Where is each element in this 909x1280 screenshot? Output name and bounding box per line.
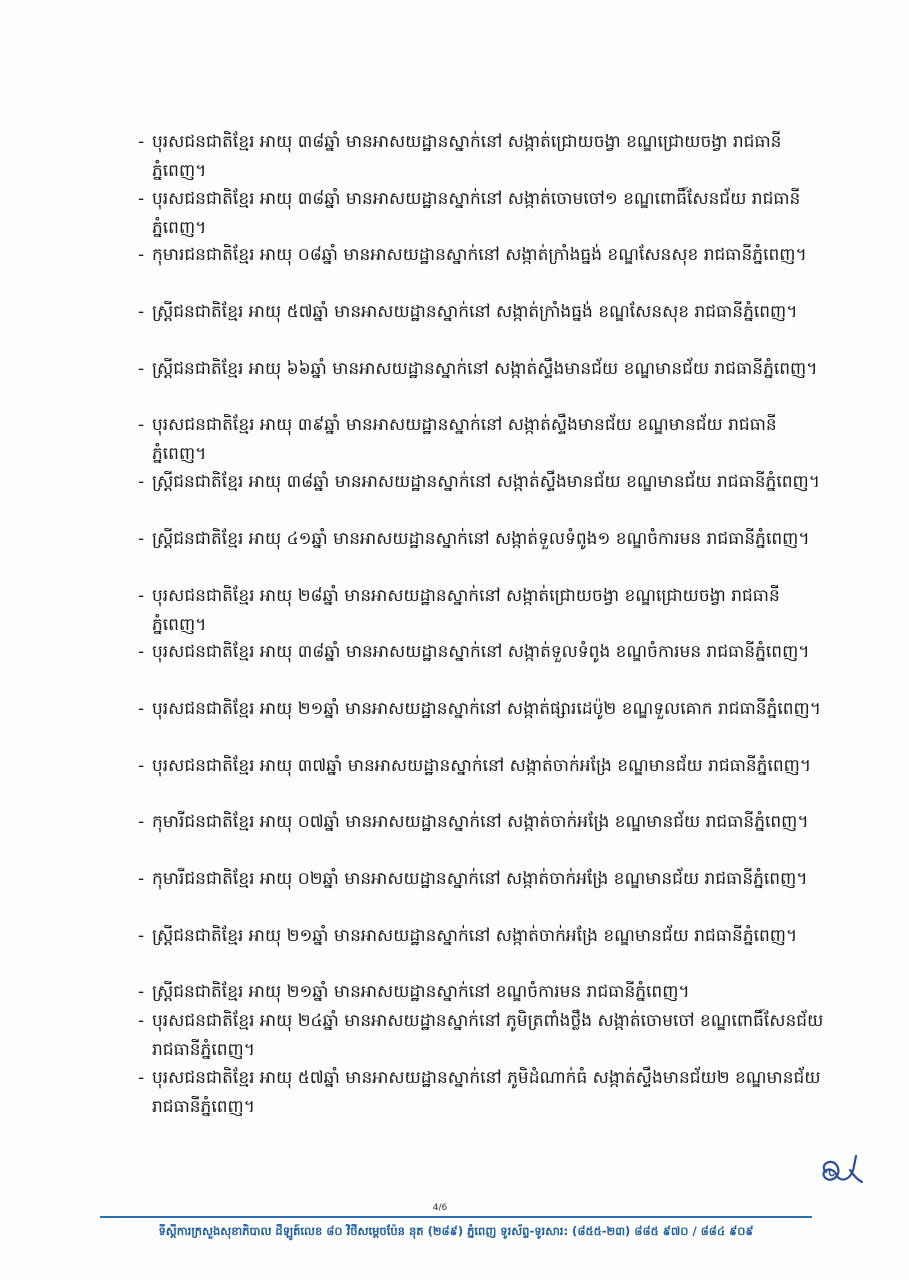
list-item [138, 695, 828, 752]
list-item-text: បុរសជនជាតិខ្មែរ អាយុ ៣៨ឆ្នាំ មានអាសយដ្ឋានស្នាក់នៅ សង្កាត់ជ្រោយចង្វា ខណ្ឌជ្រោយចង្វា រាជធានីភ្នំពេញ។ [152, 132, 782, 181]
list-bullet: - [138, 868, 145, 889]
list-item-text: ស្ត្រីជនជាតិខ្មែរ អាយុ ៤១ឆ្នាំ មានអាសយដ្ឋានស្នាក់នៅ សង្កាត់ទួលទំពូង១ ខណ្ឌចំការមន រាជធានីភ្នំពេញ។ [152, 528, 810, 549]
list-item [138, 128, 828, 185]
list-item-text: ស្ត្រីជនជាតិខ្មែរ អាយុ ៥៧ឆ្នាំ មានអាសយដ្ឋានស្នាក់នៅ សង្កាត់ក្រាំងធ្នង់ ខណ្ឌសែនសុខ រាជធានីភ្នំពេញ។ [152, 302, 798, 323]
list-item [138, 922, 828, 979]
list-bullet: - [138, 245, 145, 266]
list-bullet: - [138, 528, 145, 549]
list-item-text: ស្ត្រីជនជាតិខ្មែរ អាយុ ៦៦ឆ្នាំ មានអាសយដ្ឋានស្នាក់នៅ សង្កាត់ស្ទឹងមានជ័យ ខណ្ឌមានជ័យ រាជធានីភ្នំពេញ។ [152, 358, 818, 379]
list-item [138, 808, 828, 865]
list-item-text: បុរសជនជាតិខ្មែរ អាយុ ៥៧ឆ្នាំ មានអាសយដ្ឋានស្នាក់នៅ ភូមិដំណាក់ធំ សង្កាត់ស្ទឹងមានជ័យ២ ខណ្ឌមានជ័យ រាជធានីភ្នំពេញ។ [152, 1067, 821, 1117]
list-item-text: បុរសជនជាតិខ្មែរ អាយុ ៣៨ឆ្នាំ មានអាសយដ្ឋានស្នាក់នៅ សង្កាត់ទួលទំពូង ខណ្ឌចំការមន រាជធានីភ្នំពេញ។ [152, 642, 810, 663]
list-bullet: - [138, 755, 145, 776]
list-item [138, 185, 828, 242]
list-bullet: - [138, 925, 145, 946]
list-item [138, 638, 828, 695]
list-bullet: - [138, 302, 145, 323]
list-item-text: កុមារីជនជាតិខ្មែរ អាយុ ០២ឆ្នាំ មានអាសយដ្ឋានស្នាក់នៅ សង្កាត់ចាក់អង្រែ ខណ្ឌមានជ័យ រាជធានីភ្នំពេញ។ [152, 868, 808, 889]
list-item-text: បុរសជនជាតិខ្មែរ អាយុ ២៨ឆ្នាំ មានអាសយដ្ឋានស្នាក់នៅ សង្កាត់ជ្រោយចង្វា ខណ្ឌជ្រោយចង្វា រាជធានីភ្នំពេញ។ [152, 585, 780, 635]
list-item [138, 1064, 828, 1121]
list-bullet: - [138, 982, 145, 1003]
list-bullet: - [138, 585, 145, 606]
list-bullet: - [138, 642, 145, 663]
list-item [138, 865, 828, 922]
list-item [138, 525, 828, 582]
list-item [138, 298, 828, 355]
list-item-text: កុមារីជនជាតិខ្មែរ អាយុ ០៧ឆ្នាំ មានអាសយដ្ឋានស្នាក់នៅ សង្កាត់ចាក់អង្រែ ខណ្ឌមានជ័យ រាជធានីភ្នំពេញ។ [152, 812, 809, 833]
person-list [138, 128, 828, 1120]
list-item [138, 582, 828, 639]
list-item-text: បុរសជនជាតិខ្មែរ អាយុ ២១ឆ្នាំ មានអាសយដ្ឋានស្នាក់នៅ សង្កាត់ផ្សារដេប៉ូ២ ខណ្ឌទួលគោក រាជធានីភ្នំពេញ។ [152, 698, 821, 719]
list-item [138, 355, 828, 412]
list-bullet: - [138, 132, 145, 152]
page-number: 4/6 [432, 1203, 448, 1213]
handwritten-initials-icon [812, 1150, 866, 1194]
list-item-text: បុរសជនជាតិខ្មែរ អាយុ ៣៨ឆ្នាំ មានអាសយដ្ឋានស្នាក់នៅ សង្កាត់ចោមចៅ១ ខណ្ឌពោធិ៍សែនជ័យ រាជធានីភ្នំពេញ។ [152, 188, 801, 238]
footer-address: ទីស្តីការក្រសួងសុខាភិបាល ដីឡូត៍លេខ ៨០ វិថីសម្ដេចប៉ែន នុត (២៨៩) ភ្នំពេញ ទូរស័ព្ទ-ទូរសារ: (៨៥៥-២៣) ៨៨៥ ៩៧០ / ៨៨៤ ៩០៩ [158, 1224, 754, 1238]
list-item [138, 1007, 828, 1064]
list-bullet: - [138, 1010, 145, 1031]
list-item [138, 978, 828, 1007]
list-bullet: - [138, 358, 145, 379]
list-item [138, 752, 828, 809]
list-bullet: - [138, 415, 145, 436]
list-bullet: - [138, 188, 145, 209]
list-item-text: បុរសជនជាតិខ្មែរ អាយុ ៣៧ឆ្នាំ មានអាសយដ្ឋានស្នាក់នៅ សង្កាត់ចាក់អង្រែ ខណ្ឌមានជ័យ រាជធានីភ្នំពេញ។ [152, 755, 812, 776]
list-bullet: - [138, 812, 145, 833]
list-bullet: - [138, 1067, 145, 1088]
list-item [138, 241, 828, 298]
list-item-text: ស្ត្រីជនជាតិខ្មែរ អាយុ ៣៨ឆ្នាំ មានអាសយដ្ឋានស្នាក់នៅ សង្កាត់ស្ទឹងមានជ័យ ខណ្ឌមានជ័យ រាជធានីភ្នំពេញ។ [152, 472, 820, 493]
footer-divider [100, 1216, 812, 1218]
list-item-text: ស្ត្រីជនជាតិខ្មែរ អាយុ ២១ឆ្នាំ មានអាសយដ្ឋានស្នាក់នៅ ខណ្ឌចំការមន រាជធានីភ្នំពេញ។ [152, 982, 690, 1003]
list-item [138, 411, 828, 468]
list-item-text: ស្ត្រីជនជាតិខ្មែរ អាយុ ២១ឆ្នាំ មានអាសយដ្ឋានស្នាក់នៅ សង្កាត់ចាក់អង្រែ ខណ្ឌមានជ័យ រាជធានីភ្នំពេញ។ [152, 925, 798, 946]
list-item-text: កុមារជនជាតិខ្មែរ អាយុ ០៨ឆ្នាំ មានអាសយដ្ឋានស្នាក់នៅ សង្កាត់ក្រាំងធ្នង់ ខណ្ឌសែនសុខ រាជធានីភ្នំពេញ។ [152, 245, 807, 266]
list-item-text: បុរសជនជាតិខ្មែរ អាយុ ២៤ឆ្នាំ មានអាសយដ្ឋានស្នាក់នៅ ភូមិត្រពាំងថ្លឹង សង្កាត់ចោមចៅ ខណ្ឌពោធិ៍សែនជ័យ រាជធានីភ្នំពេញ។ [152, 1010, 824, 1060]
list-bullet: - [138, 472, 145, 493]
list-bullet: - [138, 698, 145, 719]
list-item-text: បុរសជនជាតិខ្មែរ អាយុ ៣៩ឆ្នាំ មានអាសយដ្ឋានស្នាក់នៅ សង្កាត់ស្ទឹងមានជ័យ ខណ្ឌមានជ័យ រាជធានីភ្នំពេញ។ [152, 415, 777, 465]
list-item [138, 468, 828, 525]
